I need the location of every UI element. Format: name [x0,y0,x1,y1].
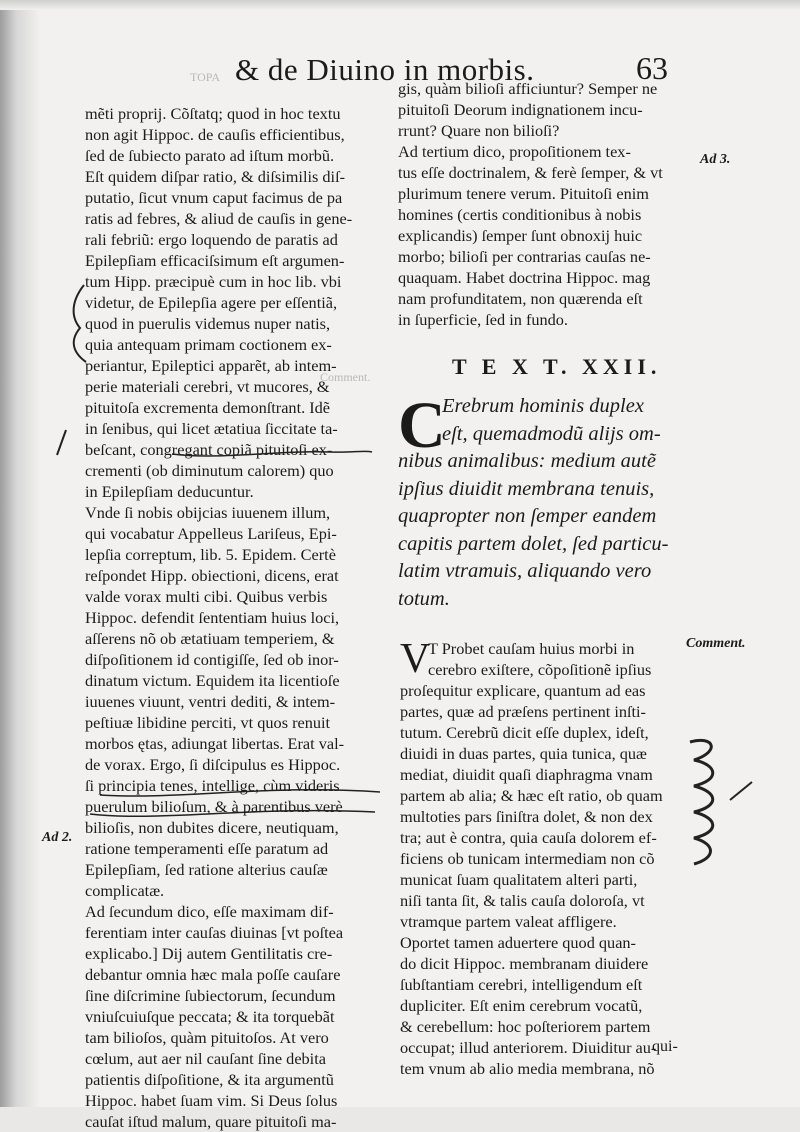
margin-note-ad3: Ad 3. [700,152,731,167]
text-line: in ſuperficie, ſed in fundo. [398,310,568,329]
right-column-top [398,78,698,330]
text-line: ſine diſcrimine ſubiectorum, ſecundum [85,986,336,1005]
text-line: mediat, diuidit quaſi diaphragma vnam [400,765,653,784]
margin-note-ad2: Ad 2. [42,830,73,845]
text-line: pituitoſi Deorum indignationem incu- [398,100,643,119]
text-line: explicabo.] Dij autem Gentilitatis cre- [85,944,333,963]
text-line: cauſat iſtud malum, quare pituitoſi ma- [85,1112,337,1131]
text-line: dinatum victum. Equidem ita licentioſe [85,671,340,690]
text-line: ſed de ſubiecto parato ad iſtum morbũ. [85,146,335,165]
text-line: tutum. Cerebrũ dicit eſſe duplex, ideſt, [400,723,649,742]
text-line: Hippoc. habet ſuam vim. Si Deus ſolus [85,1091,338,1110]
text-line: aſſerens nõ ob ætatiuam temperiem, & [85,629,335,648]
bleed-through-text: ΤΟΡΑ [190,70,221,84]
text-line: vtramque partem valeat affligere. [400,912,617,931]
text-line: tra; aut è contra, quia cauſa dolorem ef- [400,828,657,847]
text-line: quod in puerulis videmus nuper natis, [85,314,331,333]
text-line: videtur, de Epilepſia agere per eſſentiã, [85,293,338,312]
text-line: crementi (ob diminutum calorem) quo [85,461,334,480]
commentary-dropcap: V [400,636,431,682]
text-line: peſtiuæ libidine perciti, vt quos renuit [85,713,331,732]
text-line: cerebro exiſtere, cõpoſitionẽ ipſius [428,660,652,679]
text-line: Ad ſecundum dico, eſſe maximam dif- [85,902,334,921]
text-line: ipſius diuidit membrana tenuis, [398,477,655,500]
text-line: occupat; illud anteriorem. Diuiditur au- [400,1038,657,1057]
text-line: Epilepſiam, ſed ratione alterius cauſæ [85,860,328,879]
text-line: reſpondet Hipp. obiectioni, dicens, erat [85,566,339,585]
text-dropcap: C [398,389,446,462]
text-line: Vnde ſi nobis obijcias iuuenem illum, [85,503,331,522]
section-heading: T E X T. XXII. [452,354,662,379]
text-line: ſi principia tenes, intellige, cùm videris [85,776,340,795]
text-line: quapropter non ſemper eandem [398,505,657,527]
text-line: dupliciter. Eſt enim cerebrum vocatũ, [400,996,643,1015]
text-line: quia antequam primam coctionem ex- [85,335,332,354]
text-line: perie materiali cerebri, vt mucores, & [85,377,330,396]
text-line: patientis diſpoſitione, & ita argumentũ [85,1070,334,1089]
text-line: latim vtramuis, aliquando vero [398,560,652,582]
text-line: morbo; bilioſi per contrarias cauſas ne- [398,247,651,266]
text-line: tum Hipp. præcipuè cum in hoc lib. vbi [85,272,342,291]
text-line: iuuenes viuunt, ventri dediti, & intem- [85,692,336,711]
text-line: plurimum tenere verum. Pituitoſi enim [398,184,649,203]
text-line: eſt, quemadmodũ alijs om- [442,422,661,445]
text-line: gis, quàm bilioſi afficiuntur? Semper ne [398,79,658,98]
text-line: Epilepſiam efficaciſsimum eſt argumen- [85,251,345,270]
catchword: qui- [652,1038,678,1055]
text-line: Oportet tamen aduertere quod quan- [400,933,636,952]
text-line: puerulum bilioſum, & à parentibus verè [85,797,343,816]
text-line: vniuſcuiuſque peccata; & ita torquebãt [85,1007,335,1026]
text-line: diuidi in duas partes, quia tunica, quæ [400,744,647,763]
text-line: debantur omnia hæc mala poſſe cauſare [85,965,341,984]
text-line: morbos ętas, adiungat libertas. Erat val- [85,734,345,753]
margin-note-comment: Comment. [686,636,746,651]
text-line: partes, quæ ad præſens pertinent inſti- [400,702,646,721]
text-line: non agit Hippoc. de cauſis efficientibus, [85,125,345,144]
text-line: complicatæ. [85,881,165,900]
text-line: Ad tertium dico, propoſitionem tex- [398,142,631,161]
text-line: in Epilepſiam deducuntur. [85,482,254,501]
text-line: nibus animalibus: medium autẽ [398,450,656,472]
text-line: do dicit Hippoc. membranam diuidere [400,954,649,973]
text-line: bilioſis, non dubites dicere, neutiquam, [85,818,339,837]
text-line: municat ſuam qualitatem alteri parti, [400,870,638,889]
margin-stroke-mark [730,782,752,800]
text-line: capitis partem dolet, ſed particu- [398,532,669,555]
text-line: rali febriũ: ergo loquendo de paratis ad [85,230,338,249]
text-line: niſi tanta ſit, & talis cauſa doloroſa, vt [400,891,645,910]
commentary-column [400,638,690,1079]
text-line: de vorax. Ergo, ſi diſcipulus es Hippoc. [85,755,341,774]
text-line: ratione temperamenti eſſe paratum ad [85,839,329,858]
text-line: Hippoc. defendit ſententiam huius loci, [85,608,340,627]
text-line: in ſenibus, qui licet ætatiua ſiccitate ta- [85,419,338,438]
text-line: Eſt quidem diſpar ratio, & diſsimilis diſ- [85,167,346,186]
text-line: multoties pars ſiniſtra dolet, & non dex [400,807,653,826]
text-line: ratis ad febres, & aliud de cauſis in gene- [85,209,353,228]
hippocrates-text [398,389,698,613]
text-line: rrunt? Quare non bilioſi? [398,121,560,140]
bleed-through-text: Comment. [320,370,371,384]
text-line: putatio, ſicut vnum caput facimus de pa [85,188,343,207]
text-line: & cerebellum: hoc poſteriorem partem [400,1017,651,1036]
text-line: nam profunditatem, non quærenda eſt [398,289,643,308]
text-line: Erebrum hominis duplex [442,395,644,417]
text-line: pituitoſa excrementa demonſtrant. Idẽ [85,398,331,417]
text-line: tam bilioſos, quàm pituitoſos. At vero [85,1028,329,1047]
text-line: tem vnum ab alio media membrana, nõ [400,1059,655,1078]
text-line: T Probet cauſam huius morbi in [428,639,635,658]
text-line: tus eſſe doctrinalem, & ferè ſemper, & vt [398,163,663,182]
text-line: lepſia correptum, lib. 5. Epidem. Certè [85,545,336,564]
text-line: totum. [398,587,450,610]
page-number: 63 [636,50,668,86]
running-title: & de Diuino in morbis. [235,52,535,87]
left-column [85,103,385,1132]
text-line: ferentiam inter cauſas diuinas [vt poſtea [85,923,344,942]
text-line: cœlum, aut aer nil cauſant ſine debita [85,1049,326,1068]
text-line: ſubſtantiam cerebri, intelligendum eſt [400,975,643,994]
text-line: qui vocabatur Appelleus Lariſeus, Epi- [85,524,337,543]
text-line: homines (certis conditionibus à nobis [398,205,642,224]
text-line: periantur, Epileptici apparẽt, ab intem- [85,356,337,375]
text-line: beſcant, congregant copiã pituitoſi ex- [85,440,333,459]
text-line: proſequitur explicare, quantum ad eas [400,681,646,700]
text-line: diſpoſitionem id contigiſſe, ſed ob inor- [85,650,339,669]
text-line: valde vorax multi cibi. Quibus verbis [85,587,328,606]
text-line: mẽti proprij. Cõſtatq; quod in hoc textu [85,104,341,123]
text-line: partem ab alia; & hæc eſt ratio, ob quam [400,786,663,805]
margin-stroke-mark [57,430,66,455]
margin-squiggle-mark [690,740,713,864]
text-line: explicandis) ſemper ſunt obnoxij huic [398,226,643,245]
text-line: ficiens ob tunicam intermediam non cõ [400,849,655,868]
text-line: quaquam. Habet doctrina Hippoc. mag [398,268,651,287]
